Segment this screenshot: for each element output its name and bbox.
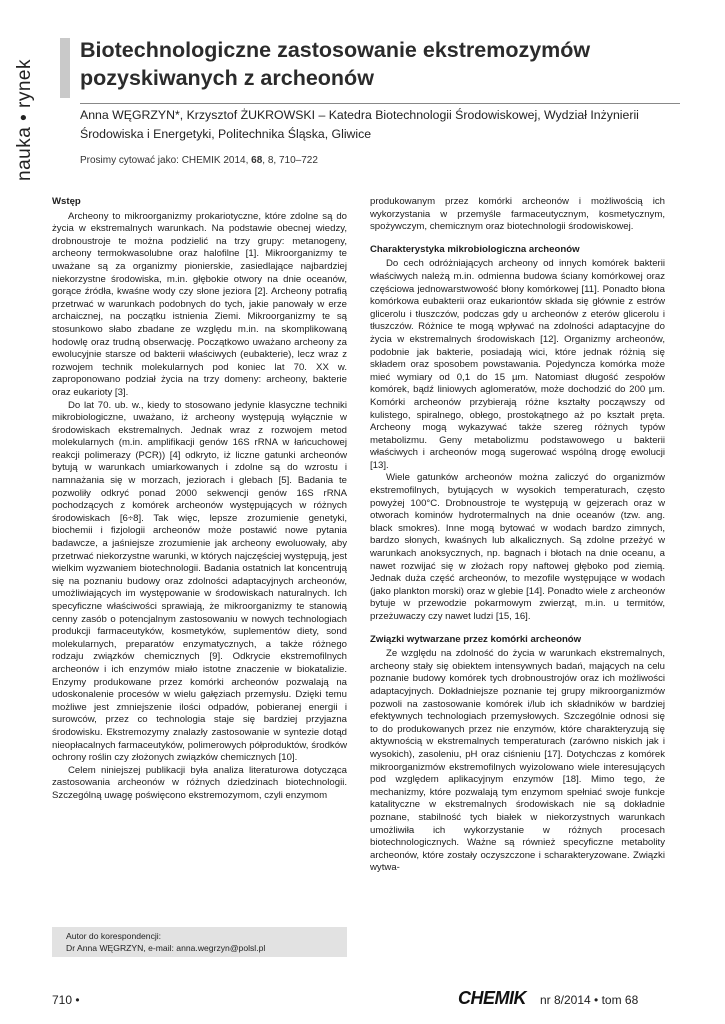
section-heading-characteristics: Charakterystyka mikrobiologiczna archeonów [370,243,580,255]
title-accent-bar [60,38,70,98]
citation-suffix: , 8, 710–722 [262,155,318,166]
citation-prefix: Prosimy cytować jako: CHEMIK 2014, [80,155,252,166]
issue-info: nr 8/2014 • tom 68 [540,993,639,1007]
citation-line [80,155,680,166]
article-authors: Anna WĘGRZYN*, Krzysztof ŻUKROWSKI – Katedra Biotechnologii Środowiskowej, Wydział Inżynierii Środowiska i Energetyki, Politechnika Śląska, Gliwice [80,108,639,141]
journal-logo: CHEMIK [458,988,526,1008]
paragraph: Celem niniejszej publikacji była analiza literaturowa dotycząca zastosowania archeonów w różnych dziedzinach biotechnologii. Szczególną uwagę poświęcono ekstremozymom, czyli enzymom [52,764,347,801]
right-column [370,196,665,875]
correspondence-text: Dr Anna WĘGRZYN, e-mail: anna.wegrzyn@polsl.pl [66,943,266,953]
left-column [52,196,347,803]
section-heading-compounds: Związki wytwarzane przez komórki archeonów [370,633,582,645]
article-title: Biotechnologiczne zastosowanie ekstremozymów pozyskiwanych z archeonów [80,38,591,90]
paragraph: Ze względu na zdolność do życia w warunkach ekstremalnych, archeony stały się obiektem intensywnych badań, mających na celu poznanie budowy komórek tych drobnoustrojów oraz ich możliwości adaptacyjnych. Dokładniejsze poznanie tej grupy mikroorganizmów pozwoli na zastosowanie komórek i/lub ich składników w bardziej efektywnych technologiach przemysłowych. Szczególnie odnosi się to do produkowanych przez nie enzymów, które charakteryzują się aktywnością w ekstremalnych temperaturach (zarówno niskich jak i wysokich), zasoleniu, pH oraz ciśnieniu [17]. Dotychczas z komórek mikroorganizmów ekstremofilnych wyizolowano wiele interesujących pod względem aplikacyjnym enzymów [18]. Mimo tego, że mechanizmy, które pozwalają tym enzymom spełniać swoje funkcje katalityczne w ekstremalnych środowiskach nie są dokładnie poznane, stabilność tych białek w niekorzystnych warunkach umożliwiła ich wykorzystanie w różnych procesach biotechnologicznych. Ważne są również specyficzne metabolity archeonów, które zostały oczyszczone i scharakteryzowane. Związki wytwa- [370,648,665,874]
page-number: 710 • [52,993,80,1007]
correspondence-box [52,927,347,957]
paragraph: Wiele gatunków archeonów można zaliczyć do organizmów ekstremofilnych, bytujących w wysokich temperaturach, często powyżej 100°C. Drobnoustroje te występują w gejzerach oraz w otworach kominów hydrotermalnych na dnie oceanów (tzw. ang. black smokres). Inne mogą bytować w wodach bardzo zimnych, bardzo słonych, kwaśnych lub alkalicznych. Są zdolne przeżyć w warunkach anoksycznych, np. bagnach i błotach na dnie oceanu, a nawet rozwijać się w złożach ropy naftowej głęboko pod ziemią. Jednak duża część archeonów, to mezofile występujące w wodach (jako plankton morski) oraz w glebie [14]. Ponadto wiele z archeonów bytuje w przewodzie pokarmowym zwierząt, m.in. u termitów, przeżuwaczy czy nawet ludzi [15, 16]. [370,472,665,622]
paragraph: Archeony to mikroorganizmy prokariotyczne, które zdolne są do życia w ekstremalnych warunkach. Na podstawie obecnej wiedzy, drobnoustroje te można podzielić na trzy grupy: metanogeny, archeony termokwasolubne oraz halofilne [1]. Mikroorganizmy te uważane są za organizmy pionierskie, zasiedlające najbardziej niekorzystne środowiska, m.in. głębokie otwory na dnie oceanów, gorące źródła, kwaśne wody czy słone jeziora [2]. Archeony potrafią przetrwać w warunkach podobnych do tych, jakie panowały w erze archaicznej, na początku istnienia Ziemi. Mikroorganizmy te są stosunkowo słabo zbadane ze względu m.in. na skomplikowaną hodowlę oraz trudną obserwację. Początkowo uważano archeony za ewolucyjnie starsze od bakterii właściwych (eubakterie), lecz wraz z rozwojem technik molekularnych pod koniec lat 70. XX w. zaproponowano podział życia na trzy domeny: archeony, bakterie oraz eukarioty [3]. [52,210,347,398]
correspondence-label: Autor do korespondencji: [66,931,162,941]
paragraph: Do lat 70. ub. w., kiedy to stosowano jedynie klasyczne techniki mikrobiologiczne, uważano, iż archeony występują wyłącznie w środowiskach ekstremalnych. Jednak wraz z rozwojem metod molekularnych (m.in. amplifikacji genów 16S rRNA w łańcuchowej reakcji polimerazy (PCR)) [4] odkryto, iż liczne gatunki archeonów bytują w warunkach umiarkowanych i zdolne są do wzrostu i namnażania się w morzach, jeziorach i glebach [5]. Badania te pozwoliły odkryć ponad 2000 sekwencji genów 16S rRNA pochodzących z komórek archeonów występujących w różnych środowiskach [6÷8]. Tak więc, lepsze zrozumienie genetyki, biochemii i fizjologii archeonów może postawić nowe pytania badawcze, a jaśniejsze zrozumienie jak archeony ewoluowały, aby przetrwać niekorzystne warunki, w których najczęściej występują, jest wielkim wyzwaniem biotechnologii. Badania ostatnich lat koncentrują się na poznaniu budowy oraz zdolności adaptacyjnych archeonów, umożliwiających im występowanie w środowiskach naturalnych. Ich specyficzne właściwości sprawiają, że mikroorganizmy te stanowią cenny zasób o potencjalnym zastosowaniu w nowych technologiach produkcji farmaceutyków, kosmetyków, suplementów diety, sond molekularnych, preparatów enzymatycznych, a także różnego rodzaju związków chemicznych [9]. Odkrycie ekstremofilnych archeonów i ich enzymów miało istotne znaczenie w biokatalizie. Enzymy produkowane przez komórki archeonów pozwalają na udoskonalenie procesów w wielu gałęziach przemysłu. Dzięki temu możliwe jest zmniejszenie ilości odpadów, pobieranej energii i surowców, przez co technologia staje się bardziej przyjazna środowisku. Ekstremozymy znalazły zastosowanie w syntezie dotąd nieopłacalnych farmaceutyków, polimerowych półproduktów, środków ochrony roślin czy złożonych związków chemicznych [10]. [52,399,347,764]
section-heading-intro: Wstęp [52,196,81,207]
paragraph: Do cech odróżniających archeony od innych komórek bakterii właściwych należą m.in. odmienna budowa ściany komórkowej oraz częściowa jednowarstwowość błony komórkowej [11]. Ponadto błona komórkowa eubakterii oraz eukariontów składa się głównie z estrów glicerolu i tłuszczów, podczas gdy u archeonów z eterów glicerolu i tłuszczów. Różnice te mogą wpływać na zdolności adaptacyjne do życia w ekstremalnych środowiskach [12]. Organizmy archeonów, podobnie jak bakterie, posiadają wici, które jednak różnią się składem oraz sposobem powstawania. Pojedyncza komórka może mieć wymiary od 0,1 do 15 µm. Natomiast długość zespołów komórek, bądź liniowych aglomeratów, może dochodzić do 200 µm. Komórki archeonów przybierają różne kształty począwszy od kulistego, spiralnego, obłego, prostokątnego aż po kształt prętа. Archeony mogą wykazywać także szereg różnych typów metabolizmu. Geny metabolizmu podstawowego u bakterii właściwych i archeonów mogą sugerować wspólną drogę ewolucji [13]. [370,258,665,471]
header-divider [80,103,680,104]
paragraph: produkowanym przez komórki archeonów i możliwością ich wykorzystania w przemyśle farmaceutycznym, kosmetycznym, spożywczym, chemicznym oraz biotechnologii środowiskowej. [370,196,665,233]
citation-volume: 68 [251,155,263,166]
section-label: nauka • rynek [14,59,36,181]
